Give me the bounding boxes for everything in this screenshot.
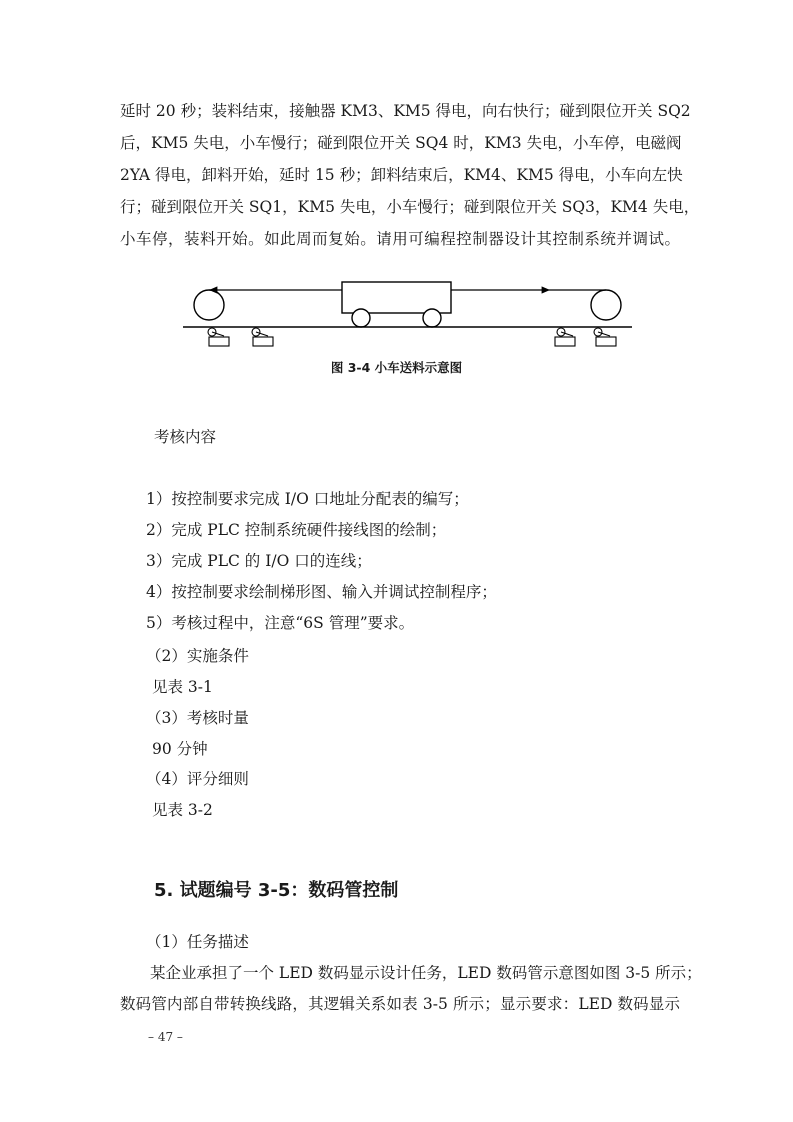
cart-feeding-diagram	[0, 0, 793, 360]
cart-body	[342, 282, 451, 313]
body-line-4: 行；碰到限位开关 SQ1，KM5 失电，小车慢行；碰到限位开关 SQ3，KM4 失电，	[120, 198, 700, 216]
section4-text: 见表 3-2	[152, 801, 213, 819]
right-pulley	[591, 290, 621, 320]
limit-switch-2	[252, 328, 273, 346]
limit-switch-3	[555, 328, 575, 346]
assessment-item-1: 1）按控制要求完成 I/O 口地址分配表的编写；	[146, 490, 469, 508]
figure-caption: 图 3-4 小车送料示意图	[330, 360, 463, 375]
assessment-item-3: 3）完成 PLC 的 I/O 口的连线；	[146, 552, 372, 570]
section4-title: （4）评分细则	[146, 770, 249, 788]
assessment-item-5: 5）考核过程中，注意“6S 管理”要求。	[146, 614, 415, 632]
body-line-2: 后，KM5 失电，小车慢行；碰到限位开关 SQ4 时，KM3 失电，小车停，电磁阀	[120, 134, 682, 152]
limit-switch-1	[208, 328, 229, 346]
page-number: – 47 –	[148, 1030, 183, 1044]
left-pulley	[194, 290, 224, 320]
body-line-3: 2YA 得电，卸料开始，延时 15 秒；卸料结束后，KM4、KM5 得电，小车向左快	[120, 166, 683, 184]
body-line-1: 延时 20 秒；装料结束，接触器 KM3、KM5 得电，向右快行；碰到限位开关 SQ2	[120, 102, 691, 120]
cart-wheel-left	[352, 309, 370, 327]
section3-text: 90 分钟	[152, 740, 208, 758]
task-line-2: 数码管内部自带转换线路，其逻辑关系如表 3-5 所示；显示要求：LED 数码显示	[120, 995, 680, 1013]
task-title: （1）任务描述	[146, 933, 249, 951]
body-line-5: 小车停，装料开始。如此周而复始。请用可编程控制器设计其控制系统并调试。	[120, 230, 680, 248]
limit-switch-4	[594, 328, 616, 346]
section-heading: 5. 试题编号 3-5：数码管控制	[154, 880, 399, 901]
assessment-heading: 考核内容	[154, 428, 217, 446]
assessment-item-4: 4）按控制要求绘制梯形图、输入并调试控制程序；	[146, 583, 497, 601]
assessment-item-2: 2）完成 PLC 控制系统硬件接线图的绘制；	[146, 521, 447, 539]
task-line-1: 某企业承担了一个 LED 数码显示设计任务，LED 数码管示意图如图 3-5 所示；	[150, 964, 702, 982]
section2-title: （2）实施条件	[146, 647, 249, 665]
section3-title: （3）考核时量	[146, 709, 249, 727]
section2-text: 见表 3-1	[152, 678, 213, 696]
cart-wheel-right	[423, 309, 441, 327]
